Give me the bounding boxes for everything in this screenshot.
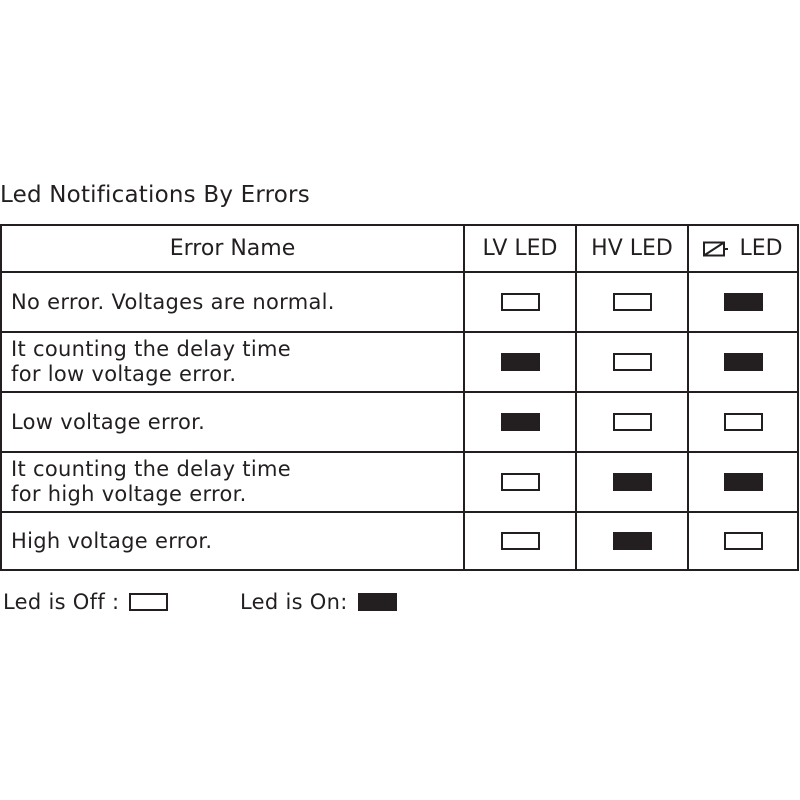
relay-led-indicator-on — [724, 353, 763, 371]
legend-on — [240, 590, 397, 614]
header-lv-led: LV LED — [465, 226, 577, 273]
hv-led-indicator-on — [613, 532, 652, 550]
lv-led-cell — [465, 333, 577, 393]
header-relay-led — [689, 226, 797, 273]
relay-coil-icon — [703, 241, 729, 257]
hv-led-cell — [577, 273, 689, 333]
hv-led-indicator-off — [613, 353, 652, 371]
relay-led-indicator-on — [724, 473, 763, 491]
hv-led-indicator-off — [613, 413, 652, 431]
lv-led-indicator-on — [501, 353, 540, 371]
header-relay-led-label: LED — [739, 236, 783, 261]
error-name-cell: It counting the delay time for low voltage error. — [2, 333, 465, 393]
relay-led-indicator-off — [724, 413, 763, 431]
header-hv-led: HV LED — [577, 226, 689, 273]
relay-led-indicator-off — [724, 532, 763, 550]
page-title: Led Notifications By Errors — [0, 182, 310, 208]
legend-on-swatch — [358, 593, 397, 611]
hv-led-cell — [577, 333, 689, 393]
relay-led-cell — [689, 513, 797, 569]
hv-led-cell — [577, 393, 689, 453]
legend-off-label: Led is Off : — [3, 590, 120, 614]
legend-off-swatch — [129, 593, 168, 611]
relay-led-cell — [689, 273, 797, 333]
legend-on-label: Led is On: — [240, 590, 348, 614]
lv-led-indicator-on — [501, 413, 540, 431]
hv-led-cell — [577, 453, 689, 513]
hv-led-cell — [577, 513, 689, 569]
lv-led-cell — [465, 513, 577, 569]
lv-led-indicator-off — [501, 293, 540, 311]
hv-led-indicator-on — [613, 473, 652, 491]
relay-led-cell — [689, 333, 797, 393]
legend-off — [3, 590, 168, 614]
error-name-cell: High voltage error. — [2, 513, 465, 569]
lv-led-cell — [465, 393, 577, 453]
header-error-name: Error Name — [2, 226, 465, 273]
relay-led-indicator-on — [724, 293, 763, 311]
lv-led-indicator-off — [501, 473, 540, 491]
hv-led-indicator-off — [613, 293, 652, 311]
error-name-cell: It counting the delay time for high voltage error. — [2, 453, 465, 513]
relay-led-cell — [689, 393, 797, 453]
relay-led-cell — [689, 453, 797, 513]
error-name-cell: No error. Voltages are normal. — [2, 273, 465, 333]
led-error-table — [0, 224, 799, 571]
lv-led-cell — [465, 273, 577, 333]
lv-led-indicator-off — [501, 532, 540, 550]
lv-led-cell — [465, 453, 577, 513]
error-name-cell: Low voltage error. — [2, 393, 465, 453]
